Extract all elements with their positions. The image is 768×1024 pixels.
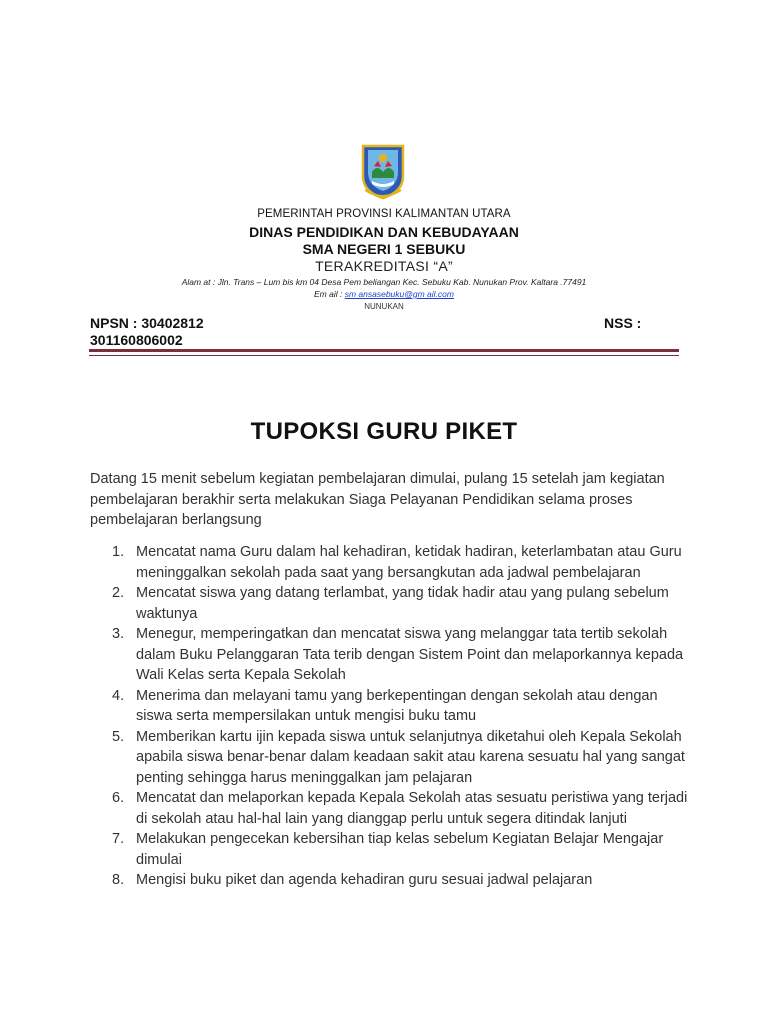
letterhead-divider-thick bbox=[89, 349, 679, 352]
government-line: PEMERINTAH PROVINSI KALIMANTAN UTARA bbox=[257, 208, 511, 220]
list-item-text: Mencatat nama Guru dalam hal kehadiran, ketidak hadiran, keterlambatan atau Guru meninggalkan sekolah pada saat yang bersangkutan ada jadwal pembelajaran bbox=[136, 544, 682, 581]
list-item-text: Memberikan kartu ijin kepada siswa untuk selanjutnya diketahui oleh Kepala Sekolah apabila siswa benar-benar dalam keadaan sakit atau karena sesuatu hal yang sangat penting sehingga harus meninggalkan jam pelajaran bbox=[136, 728, 685, 786]
address-line: Alam at : Jln. Trans – Lum bis km 04 Desa Pem beliangan Kec. Sebuku Kab. Nunukan Prov. Kaltara .77491 bbox=[181, 277, 587, 287]
list-item-number: 6. bbox=[112, 790, 125, 806]
list-item-text: Menerima dan melayani tamu yang berkepentingan dengan sekolah atau dengan siswa serta mempersilakan untuk mengisi buku tamu bbox=[136, 687, 658, 724]
list-item-number: 4. bbox=[112, 687, 125, 704]
list-item-text: Mencatat dan melaporkan kepada Kepala Sekolah atas sesuatu peristiwa yang terjadi di sekolah atau hal-hal lain yang dianggap perlu untuk segera ditindak lanjuti bbox=[136, 790, 688, 827]
school-name: SMA NEGERI 1 SEBUKU bbox=[302, 241, 466, 257]
email-label: Em ail : bbox=[314, 289, 345, 299]
accreditation-line: TERAKREDITASI “A” bbox=[315, 258, 453, 274]
list-item bbox=[90, 727, 690, 789]
list-item bbox=[90, 870, 690, 891]
letterhead-divider-thin bbox=[89, 355, 679, 356]
list-item-text: Mengisi buku piket dan agenda kehadiran guru sesuai jadwal pelajaran bbox=[136, 872, 593, 888]
list-item-number: 7. bbox=[112, 831, 125, 847]
nss-label: NSS : bbox=[604, 315, 642, 331]
list-item bbox=[90, 624, 690, 686]
list-item bbox=[90, 583, 690, 624]
list-item bbox=[90, 829, 690, 870]
npsn-label: NPSN : 30402812 bbox=[90, 315, 204, 331]
list-item-text: Melakukan pengecekan kebersihan tiap kelas sebelum Kegiatan Belajar Mengajar dimulai bbox=[136, 831, 664, 868]
list-item-text: Mencatat siswa yang datang terlambat, yang tidak hadir atau yang pulang sebelum waktunya bbox=[136, 585, 669, 622]
provincial-emblem-icon bbox=[360, 142, 406, 200]
nss-value: 301160806002 bbox=[90, 332, 183, 348]
department-line: DINAS PENDIDIKAN DAN KEBUDAYAAN bbox=[249, 224, 519, 240]
document-title: TUPOKSI GURU PIKET bbox=[250, 418, 518, 445]
list-item-number: 5. bbox=[112, 728, 125, 745]
list-item bbox=[90, 542, 690, 583]
list-item bbox=[90, 788, 690, 829]
city-line: NUNUKAN bbox=[364, 302, 404, 311]
duties-list bbox=[90, 542, 690, 891]
list-item-number: 8. bbox=[112, 872, 125, 888]
list-item-number: 1. bbox=[112, 544, 125, 560]
list-item-text: Menegur, memperingatkan dan mencatat siswa yang melanggar tata tertib sekolah dalam Buku Pelanggaran Tata terib dengan Sistem Point dan melaporkannya kepada Wali Kelas serta Kepala Sekolah bbox=[136, 626, 684, 683]
list-item-number: 3. bbox=[112, 626, 125, 642]
list-item bbox=[90, 686, 690, 727]
intro-paragraph: Datang 15 menit sebelum kegiatan pembelajaran dimulai, pulang 15 setelah jam kegiatan pembelajaran berakhir serta melakukan Siaga Pelayanan Pendidikan selama proses pembelajaran berlangsung bbox=[90, 471, 665, 528]
email-link[interactable]: sm ansasebuku@gm ail.com bbox=[344, 289, 454, 299]
email-line bbox=[0, 289, 768, 299]
list-item-number: 2. bbox=[112, 585, 125, 601]
